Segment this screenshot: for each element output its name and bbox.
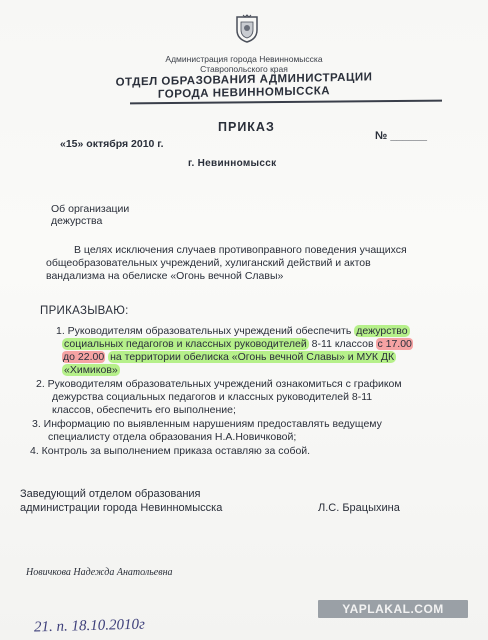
executor-name: Новичкова Надежда Анатольевна [26, 567, 173, 578]
item-4-line-1: 4. Контроль за выполнением приказа оставляю за собой. [30, 445, 311, 457]
item-2-line-2: дежурства социальных педагогов и классных руководителей 8-11 [52, 391, 373, 403]
admin-line-1: Администрация города Невинномысска [165, 54, 323, 64]
item-1-line-2 [62, 338, 413, 350]
item-1-text-a: 1. Руководителям образовательных учреждений обеспечить [56, 325, 355, 337]
item-1-highlight-teachers: социальных педагогов и классных руководителей [64, 338, 307, 350]
signature-role-line-2: администрации города Невинномысска [20, 502, 223, 514]
item-2-line-1: 2. Руководителям образовательных учреждений ознакомиться с графиком [36, 378, 402, 390]
preamble-line-1: В целях исключения случаев противоправного поведения учащихся [74, 244, 407, 256]
item-1-highlight-to-time: до 22.00 [63, 351, 105, 363]
item-1-line-4 [62, 364, 120, 376]
department-title-line-1: ОТДЕЛ ОБРАЗОВАНИЯ АДМИНИСТРАЦИИ [115, 71, 373, 89]
order-word: ПРИКАЗЫВАЮ: [40, 305, 129, 317]
department-title-line-2: ГОРОДА НЕВИННОМЫССКА [157, 85, 331, 101]
preamble-line-3: вандализма на обелиске «Огонь вечной Славы» [46, 270, 284, 282]
document-title: ПРИКАЗ [218, 120, 275, 134]
item-1-line-1 [56, 325, 410, 337]
watermark: YAPLAKAL.COM [318, 600, 468, 618]
item-1-highlight-location: на территории обелиска «Огонь вечной Славы» и МУК ДК [110, 351, 395, 363]
order-date: «15» октября 2010 г. [60, 138, 164, 150]
item-1-text-classes: 8-11 классов [308, 338, 377, 350]
item-3-line-2: специалисту отдела образования Н.А.Новичковой; [48, 431, 297, 443]
signature-name: Л.С. Брацыхина [318, 502, 400, 514]
order-city: г. Невинномысск [188, 158, 277, 169]
admin-line-2: Ставропольского края [200, 64, 288, 74]
item-1-highlight-dk: «Химиков» [64, 364, 118, 376]
subject-line-2: дежурства [51, 215, 103, 227]
preamble-line-2: общеобразовательных учреждений, хулиганский действий и актов [46, 257, 371, 269]
item-1-line-3 [62, 351, 396, 363]
item-1-highlight-duty: дежурство [356, 325, 408, 337]
item-1-highlight-from-time: с 17.00 [377, 338, 412, 350]
order-number: № ______ [375, 130, 428, 142]
item-3-line-1: 3. Информацию по выявленным нарушениям предоставлять ведущему [32, 418, 382, 430]
subject-line-1: Об организации [51, 203, 130, 215]
item-2-line-3: классов, обеспечить его выполнение; [52, 404, 236, 416]
handwritten-note: 21. п. 18.10.2010г [33, 616, 146, 636]
coat-of-arms-icon [234, 14, 260, 44]
signature-role-line-1: Заведующий отделом образования [20, 488, 201, 500]
